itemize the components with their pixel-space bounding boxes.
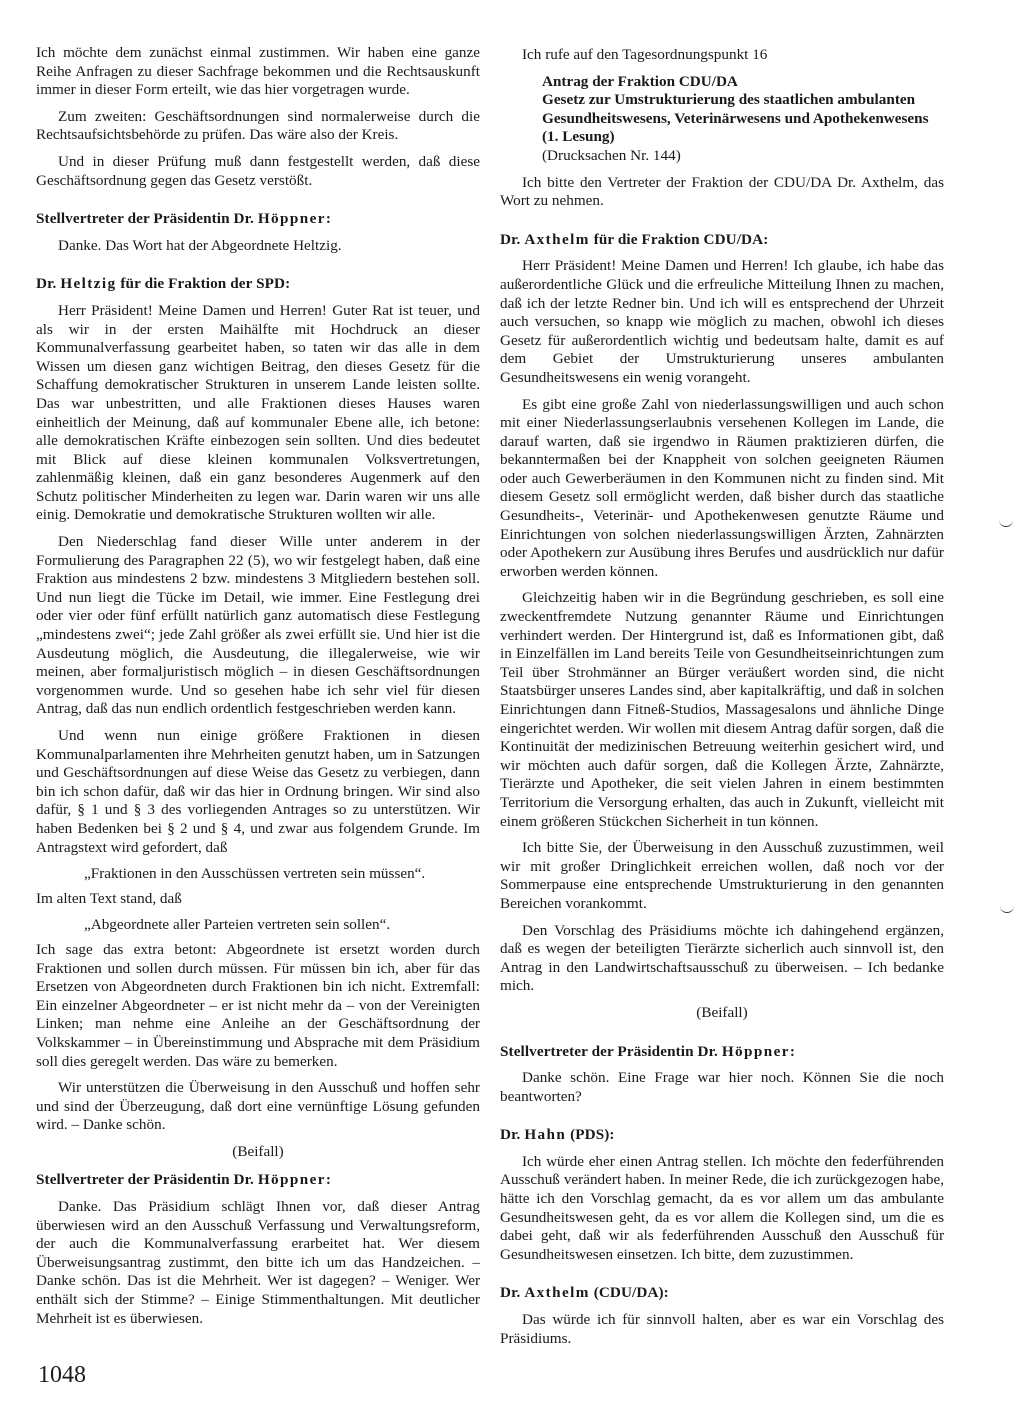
- paragraph: Es gibt eine große Zahl von niederlassungswilligen und auch schon mit einer Niederlassungserlaubnis versehenen Kollegen im Lande, die darauf warten, daß sie irgendwo in Räumen praktizieren dürfen, die bekanntermaßen bei der Knappheit von solchen geeigneten Räumen oder auch Gewerberäumen in den Kommunen nicht zu finden sind. Mit diesem Gesetz soll ermöglicht werden, daß bisher durch das staatliche Gesundheits-, Veterinär- und Apothekenwesen genutzte Räume und Einrichtungen von solchen niederlassungswilligen Ärzten, Zahnärzten oder Apothekern zur Ausübung ihres Berufes und ausdrücklich nur dafür erworben werden können.: [500, 395, 944, 580]
- applause-note: (Beifall): [232, 1142, 284, 1160]
- agenda-document-ref: (Drucksachen Nr. 144): [542, 146, 681, 164]
- paragraph: Gleichzeitig haben wir in die Begründung geschrieben, es soll eine zweckentfremdete Nutzung genannter Räume und Einrichtungen verhindert werden. Der Hintergrund ist, daß es Informationen gibt, daß in Einzelfällen im Land bereits Teile von Gesundheitseinrichtungen zum Teil über Strohmänner an Bürger veräußert worden sind, die nicht Staatsbürger unseres Landes sind, aber kapitalkräftig, und daß in solchen Einrichtungen dann Fitneß-Studios, Massagesalons und ähnliche Dinge eingerichtet werden. Wir wollen mit diesem Antrag dafür sorgen, daß die Kontinuität der medizinischen Betreuung weiterhin gesichert wird, und wir möchten auch dafür sorgen, daß die Kollegen Ärzte, Zahnärzte, Tierärzte und Apotheker, die seit vielen Jahren in einem bestimmten Territorium die Versorgung erhalten, das auch in Zukunft, vielleicht mit einem größeren Stückchen Sicherheit in tun können.: [500, 589, 944, 830]
- paragraph: Ich bitte Sie, der Überweisung in den Ausschuß zuzustimmen, weil wir mit großer Dringlichkeit erreichen wollen, daß noch vor der Sommerpause eine entsprechende Umstrukturierung in den genannten Bereichen vorankommt.: [500, 839, 944, 912]
- speaker-heading: Stellvertreter der Präsidentin Dr. Höppner:: [500, 1042, 796, 1060]
- quote: „Abgeordnete aller Parteien vertreten sein sollen“.: [84, 916, 391, 934]
- speaker-name: Höppner: [257, 210, 326, 228]
- applause-note: (Beifall): [696, 1003, 748, 1021]
- paragraph: Ich bitte den Vertreter der Fraktion der CDU/DA Dr. Axthelm, das Wort zu nehmen.: [500, 173, 944, 210]
- speaker-name: Höppner: [721, 1042, 790, 1060]
- paragraph: Zum zweiten: Geschäftsordnungen sind normalerweise durch die Rechtsaufsichtsbehörde zu prüfen. Das wäre also der Kreis.: [36, 107, 480, 144]
- agenda-item: [500, 73, 944, 166]
- speaker-heading: Dr. Heltzig für die Fraktion der SPD:: [36, 275, 291, 293]
- paragraph: Herr Präsident! Meine Damen und Herren! Ich glaube, ich habe das außerordentliche Glück und die erfreuliche Mitteilung Ihnen zu machen, daß ich der letzte Redner bin. Und ich will es entsprechend der Uhrzeit auch versuchen, so knapp wie möglich zu machen, obwohl ich dieses Gesetz für außerordentlich wichtig und bedeutsam halte, damit es auf dem Gebiet der Umstrukturierung unseres ambulanten Gesundheitswesens ein wenig vorangeht.: [500, 257, 944, 386]
- paragraph: Und wenn nun einige größere Fraktionen in diesen Kommunalparlamenten ihre Mehrheiten genutzt haben, um in Satzungen und Geschäftsordnungen auf diese Weise das Gesetz zu verbiegen, dann bin ich schon dafür, daß wir das hier in Ordnung bringen. Wir sind also dafür, § 1 und § 3 des vorliegenden Antrages so zu unterstützen. Wir haben Bedenken bei § 2 und § 4, und zwar aus folgendem Grunde. Im Antragstext wird gefordert, daß: [36, 727, 480, 856]
- speaker-name: Heltzig: [60, 275, 117, 293]
- agenda-title: Antrag der Fraktion CDU/DA: [542, 72, 738, 90]
- paragraph: Ich sage das extra betont: Abgeordnete ist ersetzt worden durch Fraktionen und sollen durch müssen. Für müssen bin ich, aber für das Ersetzen von Abgeordneten durch Fraktionen bin ich nicht. Extremfall: Ein einzelner Abgeordneter – er ist nicht mehr da – von der Vereinigten Linken; man nehme eine Anleihe an der Geschäftsordnung der Volkskammer – in Übereinstimmung und Absprache mit dem Präsidium soll dies geregelt werden. Das wäre zu bemerken.: [36, 940, 480, 1070]
- paragraph: Wir unterstützen die Überweisung in den Ausschuß und hoffen sehr und sind der Überzeugung, daß dort eine vernünftige Lösung gefunden wird. – Danke schön.: [36, 1079, 480, 1134]
- agenda-subject: Gesetz zur Umstrukturierung des staatlichen ambulanten Gesundheitswesens, Veterinärwesens und Apothekenwesens: [542, 91, 929, 127]
- speaker-heading: Dr. Axthelm für die Fraktion CDU/DA:: [500, 230, 769, 248]
- paragraph: Den Niederschlag fand dieser Wille unter anderem in der Formulierung des Paragraphen 22 (5), wo wir festgelegt haben, daß eine Fraktion aus mindestens 2 bzw. mindestens 3 Mitgliedern bestehen soll. Und nun liegt die Tücke im Detail, wie immer. Eine Festlegung drei oder vier oder fünf erfüllt natürlich ganz automatisch diese Festlegung „mindestens zwei“; jede Zahl größer als zwei erfüllt sie. Und hier ist die Ausdeutung möglich, die Ausdeutung, die illegalerweise, wie wir meinen, aber formaljuristisch möglich – in diesen Geschäftsordnungen vorgenommen wurde. Und so gesehen habe ich sehr viel für diesen Antrag, daß das nun endlich ordentlich festgeschrieben werden kann.: [36, 533, 480, 718]
- paragraph: Ich würde eher einen Antrag stellen. Ich möchte den federführenden Ausschuß verändert haben. In meiner Rede, die ich zurückgezogen habe, hätte ich den Vorschlag gemacht, da es vor allem um das ambulante Gesundheitswesen geht, da es vor allem die Kollegen sind, um die es dabei geht, daß wir als federführenden Ausschuß den Ausschuß für Gesundheitswesen einsetzen. Ich bitte, dem zuzustimmen.: [500, 1152, 944, 1263]
- speaker-name: Axthelm: [524, 230, 590, 248]
- paragraph: Im alten Text stand, daß: [36, 889, 182, 907]
- paragraph: Das würde ich für sinnvoll halten, aber es war ein Vorschlag des Präsidiums.: [500, 1311, 944, 1347]
- speaker-heading: Dr. Hahn (PDS):: [500, 1126, 615, 1144]
- paragraph: Den Vorschlag des Präsidiums möchte ich dahingehend ergänzen, daß es wegen der beteiligten Tierärzte sicherlich auch sinnvoll ist, den Antrag in den Landwirtschaftsausschuß zu überweisen. – Ich bedanke mich.: [500, 921, 944, 995]
- speaker-heading: Stellvertreter der Präsidentin Dr. Höppner:: [36, 210, 332, 228]
- margin-mark: [1000, 906, 1014, 913]
- right-column: [500, 46, 944, 1356]
- page-number: 1048: [38, 1362, 86, 1388]
- paragraph: Ich rufe auf den Tagesordnungspunkt 16: [522, 46, 768, 63]
- paragraph: Danke schön. Eine Frage war hier noch. Können Sie die noch beantworten?: [500, 1069, 944, 1105]
- speaker-name: Hahn: [524, 1126, 567, 1144]
- left-column: [36, 44, 480, 1336]
- paragraph: Danke. Das Wort hat der Abgeordnete Heltzig.: [58, 236, 342, 254]
- margin-mark: [999, 520, 1013, 527]
- paragraph: Und in dieser Prüfung muß dann festgestellt werden, daß diese Geschäftsordnung gegen das Gesetz verstößt.: [36, 152, 480, 189]
- speaker-name: Axthelm: [524, 1284, 590, 1302]
- speaker-heading: Stellvertreter der Präsidentin Dr. Höppner:: [36, 1171, 332, 1189]
- speaker-heading: Dr. Axthelm (CDU/DA):: [500, 1284, 669, 1302]
- speaker-name: Höppner: [257, 1171, 326, 1189]
- paragraph: Herr Präsident! Meine Damen und Herren! Guter Rat ist teuer, und als wir in der ersten Maihälfte mit Hochdruck an dieser Kommunalverfassung gearbeitet haben, so taten wir das alle in dem Wissen um diesen ganz wichtigen Beitrag, den dieses Gesetz für die Schaffung demokratischer Strukturen in unserem Lande leisten sollte. Das war unbestritten, und alle Fraktionen dieses Hauses waren einheitlich der Meinung, daß auf kommunaler Ebene alle, ich betone: alle demokratischen Kräfte einbezogen sein sollten. Und dies bedeutet mit Blick auf diese kleinen kommunalen Volksvertretungen, zahlenmäßig kleinen, daß ein ganz besonderes Augenmerk auf den Schutz politischer Minderheiten zu legen war. Darin waren wir uns alle einig. Demokratie und demokratische Strukturen wollten wir alle.: [36, 301, 480, 524]
- paragraph: Ich möchte dem zunächst einmal zustimmen. Wir haben eine ganze Reihe Anfragen zu dieser Sachfrage bekommen und die Rechtsauskunft immer in dieser Form erteilt, wie das hier vorgetragen wurde.: [36, 44, 480, 99]
- agenda-reading: (1. Lesung): [542, 128, 615, 146]
- quote: „Fraktionen in den Ausschüssen vertreten sein müssen“.: [84, 865, 426, 883]
- paragraph: Danke. Das Präsidium schlägt Ihnen vor, daß dieser Antrag überwiesen wird an den Ausschuß Verfassung und Verwaltungsreform, der auch die Kommunalverfassung erarbeitet hat. Wer diesem Überweisungsantrag zustimmt, den bitte ich um das Handzeichen. – Danke schön. Das ist die Mehrheit. Wer ist dagegen? – Weniger. Wer enthält sich der Stimme? – Einige Stimmenthaltungen. Mit deutlicher Mehrheit ist es überwiesen.: [36, 1198, 480, 1327]
